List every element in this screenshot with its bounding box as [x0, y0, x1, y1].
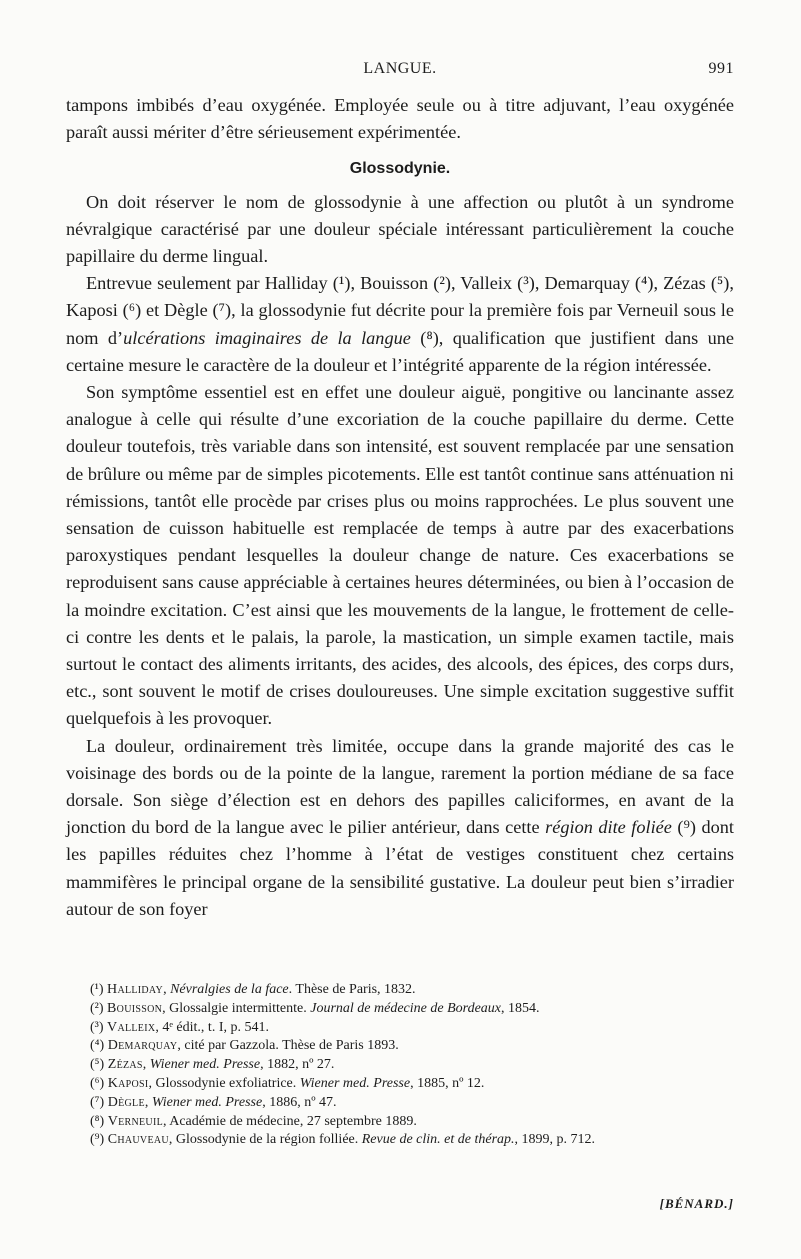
paragraph-history: Entrevue seulement par Halliday (¹), Bouisson (²), Valleix (³), Demarquay (⁴), Zézas (⁵), Kaposi (⁶) et Dègle (⁷), la glossodynie fut décrite pour la première fois par Verneuil sous le nom d’ulcérations imaginaires de la langue (⁸), qualification que justifient dans une certaine mesure le caractère de la douleur et l’intégrité apparente de la région intéressée. — [66, 273, 734, 375]
footnote-ref: (²) — [433, 273, 451, 294]
footnote: (⁸) Verneuil, Académie de médecine, 27 septembre 1889. — [90, 1113, 417, 1129]
footnote-ref: (¹) — [332, 273, 351, 294]
author-signature: [BÉNARD.] — [659, 1196, 734, 1211]
footnote: (⁹) Chauveau, Glossodynie de la région folliée. Revue de clin. et de thérap., 1899, p. 712. — [90, 1132, 596, 1148]
footnote-ref: (⁴) — [634, 273, 654, 294]
footnote: (¹) Halliday, Névralgies de la face. Thèse de Paris, 1832. — [90, 982, 416, 997]
paragraph-continued: tampons imbibés d’eau oxygénée. Employée seule ou à titre adjuvant, l’eau oxygénée paraît aussi mériter d’être sérieusement expérimentée. — [66, 95, 734, 143]
footnotes — [66, 981, 734, 1150]
footnote-ref: (⁶) — [122, 300, 142, 321]
footnote: (⁷) Dègle, Wiener med. Presse, 1886, nº 47. — [90, 1094, 337, 1110]
footnote: (³) Valleix, 4ᵉ édit., t. I, p. 541. — [90, 1019, 269, 1035]
footnote: (⁵) Zézas, Wiener med. Presse, 1882, nº 27. — [90, 1057, 335, 1073]
footnote-ref: (⁵) — [710, 273, 730, 294]
page-number: 991 — [708, 60, 734, 77]
paragraph-symptoms: Son symptôme essentiel est en effet une douleur aiguë, pongitive ou lancinante assez analogue à celle qui résulte d’une excoriation de la couche papillaire du derme. Cette douleur toutefois, très variable dans son intensité, est souvent remplacée par une sensation de brûlure ou même par de simples picotements. Elle est tantôt continue sans atténuation ni rémissions, tantôt elle procède par crises plus ou moins rapprochées. Le plus souvent une sensation de cuisson habituelle est remplacée de temps à autre par des exacerbations paroxystiques pendant lesquelles la douleur change de nature. Ces exacerbations se reproduisent sans cause appréciable à certaines heures déterminées, ou bien à l’occasion de la moindre excitation. C’est ainsi que les mouvements de la langue, le frottement de celle-ci contre les dents et le palais, la parole, la mastication, un simple examen tactile, mais surtout le contact des aliments irritants, des acides, des alcools, des épices, des corps durs, etc., sont souvent le motif de crises douloureuses. Une simple excitation suggestive suffit quelquefois à les provoquer. — [66, 382, 734, 729]
footnote-ref: (³) — [517, 273, 535, 294]
footnote: (⁶) Kaposi, Glossodynie exfoliatrice. Wiener med. Presse, 1885, nº 12. — [90, 1075, 485, 1091]
footnote-ref: (⁹) — [671, 817, 696, 838]
paragraph-definition: On doit réserver le nom de glossodynie à une affection ou plutôt à un syndrome névralgique caractérisé par une douleur spéciale intéressant particulièrement la couche papillaire du derme lingual. — [66, 191, 734, 267]
body-text — [66, 92, 734, 923]
italic-term: région dite foliée — [545, 817, 672, 838]
section-heading: Glossodynie. — [349, 160, 451, 178]
footnote: (²) Bouisson, Glossalgie intermittente. Journal de médecine de Bordeaux, 1854. — [90, 1000, 540, 1016]
running-title: LANGUE. — [363, 60, 437, 77]
italic-term: ulcérations imaginaires de la langue — [123, 327, 411, 348]
footnote: (⁴) Demarquay, cité par Gazzola. Thèse de Paris 1893. — [90, 1038, 399, 1054]
footnote-ref: (⁷) — [212, 300, 232, 321]
running-header — [66, 60, 734, 84]
footnote-ref: (⁸) — [410, 327, 439, 348]
paragraph-location: La douleur, ordinairement très limitée, occupe dans la grande majorité des cas le voisinage des bords ou de la pointe de la langue, rarement la portion médiane de sa face dorsale. Son siège d’élection est en dehors des papilles caliciformes, en avant de la jonction du bord de la langue avec le pilier antérieur, dans cette région dite foliée (⁹) dont les papilles réduites chez l’homme à l’état de vestiges constituent chez certains mammifères le principal organe de la sensibilité gustative. La douleur peut bien s’irradier autour de son foyer — [66, 735, 735, 919]
